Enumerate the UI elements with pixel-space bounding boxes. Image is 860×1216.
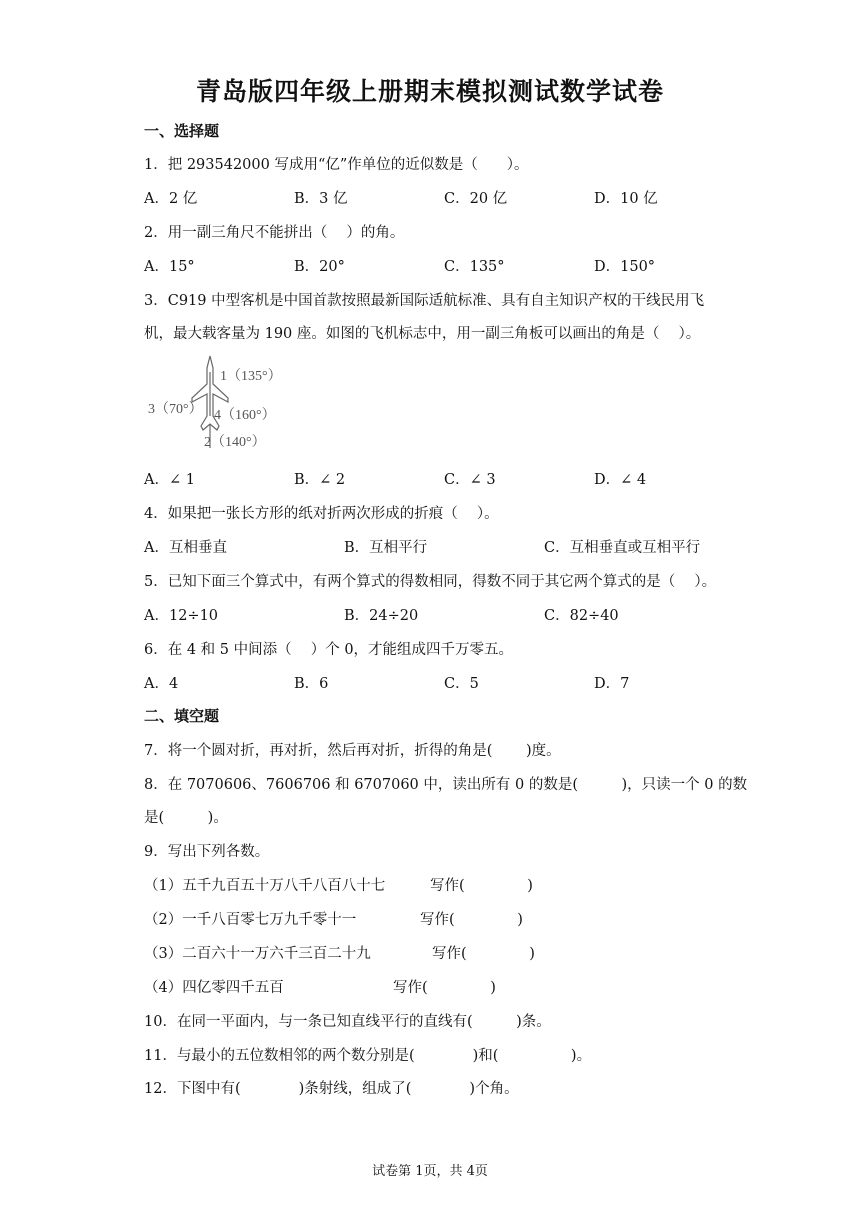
q6-option-c: C．5 (444, 676, 479, 692)
q3-option-d: D．∠ 4 (594, 472, 647, 488)
q2-option-c: C．135° (444, 259, 505, 275)
question-3-stem-line2: 机，最大载客量为 190 座。如图的飞机标志中，用一副三角板可以画出的角是（ ）。 (144, 326, 701, 342)
q9-item-4-write: 写作( ) (393, 980, 496, 996)
q9-item-4: （4）四亿零四千五百 (144, 980, 284, 996)
q4-option-a: A．互相垂直 (144, 540, 227, 556)
q1-option-d: D．10 亿 (594, 191, 658, 207)
question-2-stem: 2．用一副三角尺不能拼出（ ）的角。 (144, 225, 405, 241)
question-10: 10．在同一平面内，与一条已知直线平行的直线有( )条。 (144, 1014, 551, 1030)
question-11: 11．与最小的五位数相邻的两个数分别是( )和( )。 (144, 1048, 592, 1064)
question-6-stem: 6．在 4 和 5 中间添（ ）个 0，才能组成四千万零五。 (144, 642, 514, 658)
angle-1-label: 1（135°） (220, 369, 282, 384)
q9-item-2: （2）一千八百零七万九千零十一 (144, 912, 357, 928)
q9-item-1: （1）五千九百五十万八千八百八十七 (144, 878, 386, 894)
angle-4-label: 4（160°） (214, 408, 276, 423)
question-1-stem: 1．把 293542000 写成用“亿”作单位的近似数是（ ）。 (144, 157, 529, 173)
question-4-stem: 4．如果把一张长方形的纸对折两次形成的折痕（ ）。 (144, 506, 499, 522)
q9-item-3: （3）二百六十一万六千三百二十九 (144, 946, 371, 962)
q2-option-d: D．150° (594, 259, 656, 275)
q9-item-2-write: 写作( ) (420, 912, 523, 928)
page-footer: 试卷第 1页，共 4页 (372, 1164, 488, 1179)
question-8-line1: 8．在 7070606、7606706 和 6707060 中，读出所有 0 的数是( )，只读一个 0 的数 (144, 777, 748, 793)
question-12: 12．下图中有( )条射线，组成了( )个角。 (144, 1081, 519, 1097)
q5-option-b: B．24÷20 (344, 608, 419, 624)
q4-option-b: B．互相平行 (344, 540, 428, 556)
q4-option-c: C．互相垂直或互相平行 (544, 540, 701, 556)
q6-option-d: D．7 (594, 676, 630, 692)
q6-option-a: A．4 (144, 676, 179, 692)
q9-item-1-write: 写作( ) (430, 878, 533, 894)
q6-option-b: B．6 (294, 676, 329, 692)
question-3-stem-line1: 3．C919 中型客机是中国首款按照最新国际适航标准、具有自主知识产权的干线民用飞 (144, 293, 705, 309)
question-9-stem: 9．写出下列各数。 (144, 844, 270, 860)
angle-3-label: 3（70°） (148, 402, 203, 417)
q1-option-b: B．3 亿 (294, 191, 348, 207)
angle-2-label: 2（140°） (204, 435, 266, 450)
q1-option-a: A．2 亿 (144, 191, 198, 207)
q5-option-a: A．12÷10 (144, 608, 219, 624)
q9-item-3-write: 写作( ) (432, 946, 535, 962)
question-5-stem: 5．已知下面三个算式中，有两个算式的得数相同，得数不同于其它两个算式的是（ ）。 (144, 574, 717, 590)
section-heading-fill: 二、填空题 (144, 707, 220, 725)
q3-option-b: B．∠ 2 (294, 472, 346, 488)
question-8-line2: 是( )。 (144, 810, 228, 826)
section-heading-choice: 一、选择题 (144, 122, 220, 140)
exam-title: 青岛版四年级上册期末模拟测试数学试卷 (195, 77, 664, 106)
q2-option-b: B．20° (294, 259, 345, 275)
q2-option-a: A．15° (144, 259, 195, 275)
question-7: 7．将一个圆对折，再对折，然后再对折，折得的角是( )度。 (144, 743, 561, 759)
q3-option-c: C．∠ 3 (444, 472, 496, 488)
q3-option-a: A．∠ 1 (144, 472, 195, 488)
q5-option-c: C．82÷40 (544, 608, 619, 624)
airplane-logo-figure (144, 354, 304, 454)
q1-option-c: C．20 亿 (444, 191, 508, 207)
